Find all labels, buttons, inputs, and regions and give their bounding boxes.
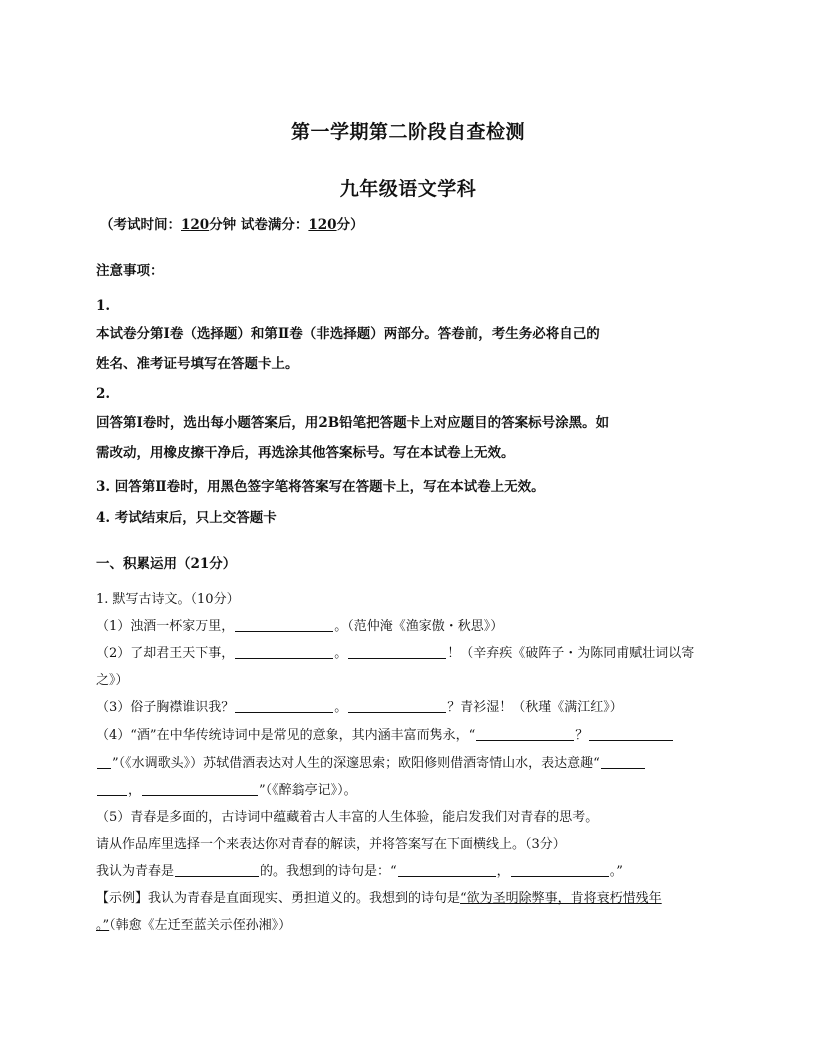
exam-info bbox=[100, 216, 740, 234]
q1-item4-text: （4）“酒”在中华传统诗词中是常见的意象，其内涵丰富而隽永，“ bbox=[96, 728, 476, 743]
q1-item4 bbox=[96, 727, 736, 745]
notice-item2-line2: 需改动，用橡皮擦干净后，再选涂其他答案标号。写在本试卷上无效。 bbox=[96, 445, 515, 461]
example-quote-end: 。” bbox=[96, 918, 110, 933]
q1-item5-answer bbox=[96, 863, 736, 881]
q1-item1-source: 。（范仲淹《渔家傲・秋思》） bbox=[334, 619, 504, 634]
exam-info-suffix: 分） bbox=[336, 217, 364, 233]
q1-item1 bbox=[96, 618, 736, 636]
answer-blank[interactable] bbox=[235, 618, 333, 632]
q1-item2-source: ！（辛弃疾《破阵子・为陈同甫赋壮词以寄 bbox=[447, 646, 695, 661]
q1-item3 bbox=[96, 699, 736, 717]
answer-blank[interactable] bbox=[476, 727, 574, 741]
answer-blank[interactable] bbox=[348, 699, 446, 713]
q1-item3-text: （3）俗子胸襟谁识我？ bbox=[96, 700, 235, 715]
exam-title: 第一学期第二阶段自查检测 bbox=[290, 121, 525, 143]
q1-item3-source: ？青衫湿！（秋瑾《满江红》） bbox=[447, 700, 623, 715]
q1-item2 bbox=[96, 645, 736, 663]
q1-item5-instruction: 请从作品库里选择一个来表达你对青春的解读，并将答案写在下面横线上。（3分） bbox=[96, 837, 566, 852]
q1-item5-end: 。” bbox=[609, 864, 623, 879]
notice-item1-line1: 本试卷分第Ⅰ卷（选择题）和第Ⅱ卷（非选择题）两部分。答卷前，考生务必将自己的 bbox=[96, 326, 600, 342]
answer-blank[interactable] bbox=[97, 755, 111, 769]
section1-heading: 一、积累运用（21分） bbox=[96, 556, 237, 572]
q1-item2-mid: 。 bbox=[334, 646, 348, 661]
answer-blank[interactable] bbox=[175, 863, 259, 877]
q1-item5-comma: ， bbox=[496, 864, 510, 879]
q1-item4-source: ”（《醉翁亭记》）。 bbox=[259, 783, 357, 798]
q1-item5-text2: 的。我想到的诗句是：“ bbox=[260, 864, 397, 879]
notice-item2-number: 2. bbox=[96, 386, 111, 402]
notice-item1-line2: 姓名、准考证号填写在答题卡上。 bbox=[96, 356, 299, 372]
q1-item2-cont: 之》） bbox=[96, 673, 129, 688]
answer-blank[interactable] bbox=[235, 645, 333, 659]
notice-heading: 注意事项： bbox=[96, 263, 164, 279]
q1-item4-text2: ”（《水调歌头》）苏轼借酒表达对人生的深邃思索；欧阳修则借酒寄情山水，表达意趣“ bbox=[112, 756, 600, 771]
example-quote: “欲为圣明除弊事，肯将衰朽惜残年 bbox=[460, 891, 662, 906]
exam-score: 120 bbox=[308, 217, 337, 233]
q1-item5-intro: （5）青春是多面的，古诗词中蕴藏着古人丰富的人生体验，能启发我们对青春的思考。 bbox=[96, 810, 599, 825]
exam-subtitle: 九年级语文学科 bbox=[339, 178, 477, 200]
answer-blank[interactable] bbox=[348, 645, 446, 659]
q1-item5-text1: 我认为青春是 bbox=[96, 864, 175, 879]
q1-item4-cont2 bbox=[96, 782, 736, 800]
exam-time: 120 bbox=[181, 217, 210, 233]
answer-blank[interactable] bbox=[97, 782, 127, 796]
exam-info-mid: 分钟 试卷满分： bbox=[209, 217, 309, 233]
answer-blank[interactable] bbox=[511, 863, 609, 877]
q1-item2-text: （2）了却君王天下事， bbox=[96, 646, 235, 661]
notice-item1-number: 1. bbox=[96, 298, 111, 314]
answer-blank[interactable] bbox=[398, 863, 496, 877]
answer-blank[interactable] bbox=[589, 727, 673, 741]
q1-item4-cont1 bbox=[96, 755, 736, 773]
answer-blank[interactable] bbox=[601, 755, 645, 769]
notice-item2-line1: 回答第Ⅰ卷时，选出每小题答案后，用2B铅笔把答题卡上对应题目的答案标号涂黑。如 bbox=[96, 415, 610, 431]
example-text: 【示例】我认为青春是直面现实、勇担道义的。我想到的诗句是 bbox=[96, 891, 461, 906]
q1-item1-text: （1）浊酒一杯家万里， bbox=[96, 619, 235, 634]
q1-title: 1. 默写古诗文。（10分） bbox=[96, 592, 240, 607]
q1-item4-mid: ？ bbox=[575, 728, 589, 743]
example-source: （韩愈《左迁至蓝关示侄孙湘》） bbox=[109, 918, 292, 933]
exam-info-prefix: （考试时间： bbox=[100, 217, 181, 233]
example-line1 bbox=[96, 890, 736, 908]
q1-item3-mid: 。 bbox=[334, 700, 348, 715]
answer-blank[interactable] bbox=[235, 699, 333, 713]
answer-blank[interactable] bbox=[142, 782, 258, 796]
notice-item3: 3. 回答第Ⅱ卷时，用黑色签字笔将答案写在答题卡上，写在本试卷上无效。 bbox=[96, 479, 545, 495]
example-line2 bbox=[96, 917, 736, 935]
notice-item4: 4. 考试结束后，只上交答题卡 bbox=[96, 510, 277, 526]
q1-item4-comma: ， bbox=[128, 783, 142, 798]
